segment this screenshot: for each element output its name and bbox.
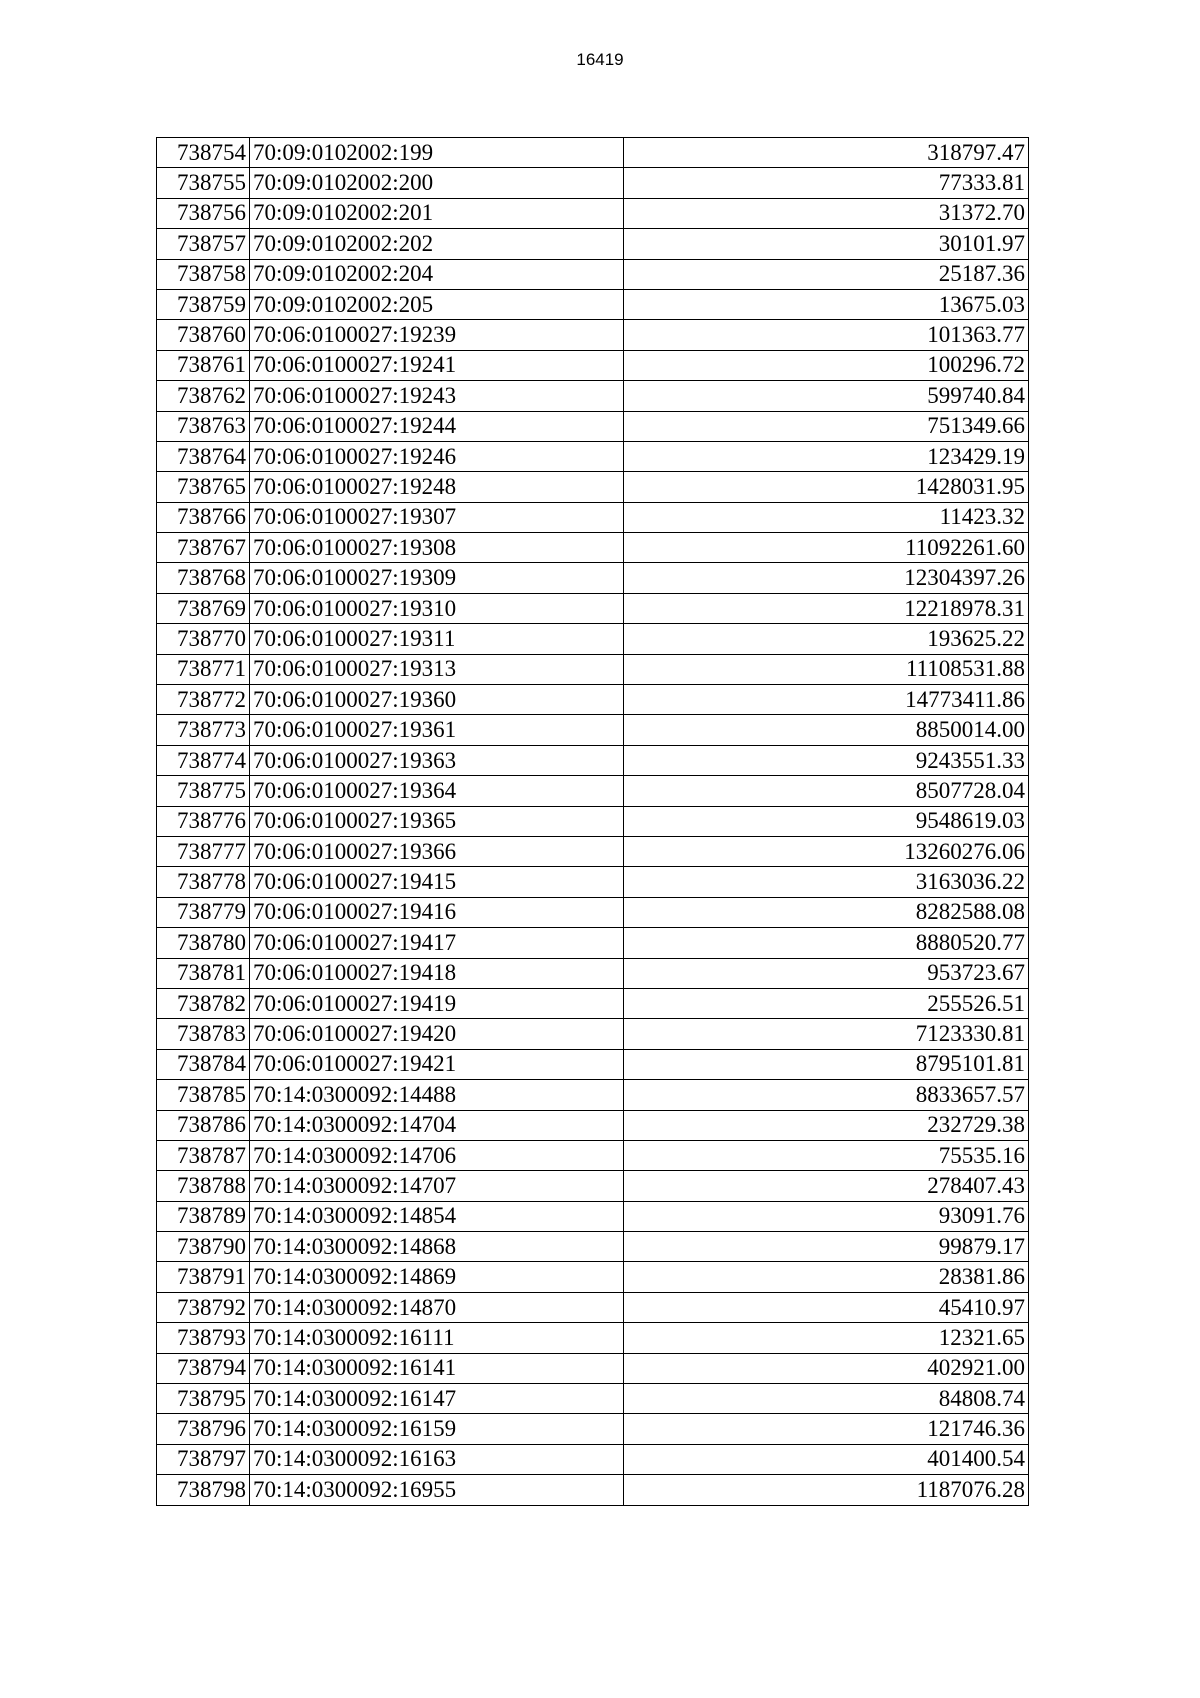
row-number-cell: 738789 <box>157 1201 250 1231</box>
value-cell: 13675.03 <box>624 289 1029 319</box>
cadastral-number-cell: 70:06:0100027:19363 <box>250 745 624 775</box>
value-cell: 3163036.22 <box>624 867 1029 897</box>
row-number-cell: 738762 <box>157 381 250 411</box>
row-number-cell: 738768 <box>157 563 250 593</box>
cadastral-number-cell: 70:14:0300092:14870 <box>250 1292 624 1322</box>
value-cell: 25187.36 <box>624 259 1029 289</box>
value-cell: 1187076.28 <box>624 1475 1029 1505</box>
table-row <box>157 958 1029 988</box>
cadastral-number-cell: 70:09:0102002:201 <box>250 198 624 228</box>
cadastral-number-cell: 70:06:0100027:19416 <box>250 897 624 927</box>
table-row <box>157 776 1029 806</box>
table-row <box>157 1475 1029 1505</box>
value-cell: 13260276.06 <box>624 836 1029 866</box>
row-number-cell: 738770 <box>157 624 250 654</box>
table-row <box>157 1262 1029 1292</box>
row-number-cell: 738797 <box>157 1444 250 1474</box>
cadastral-number-cell: 70:06:0100027:19365 <box>250 806 624 836</box>
table-row <box>157 381 1029 411</box>
table-row <box>157 411 1029 441</box>
table-row <box>157 259 1029 289</box>
row-number-cell: 738790 <box>157 1232 250 1262</box>
row-number-cell: 738784 <box>157 1049 250 1079</box>
row-number-cell: 738791 <box>157 1262 250 1292</box>
cadastral-number-cell: 70:14:0300092:14704 <box>250 1110 624 1140</box>
cadastral-number-cell: 70:06:0100027:19417 <box>250 928 624 958</box>
cadastral-number-cell: 70:14:0300092:16955 <box>250 1475 624 1505</box>
value-cell: 9548619.03 <box>624 806 1029 836</box>
cadastral-number-cell: 70:14:0300092:14706 <box>250 1140 624 1170</box>
value-cell: 30101.97 <box>624 229 1029 259</box>
cadastral-number-cell: 70:09:0102002:205 <box>250 289 624 319</box>
cadastral-number-cell: 70:14:0300092:16147 <box>250 1384 624 1414</box>
row-number-cell: 738757 <box>157 229 250 259</box>
table-row <box>157 1444 1029 1474</box>
cadastral-number-cell: 70:14:0300092:16159 <box>250 1414 624 1444</box>
data-table <box>156 137 1029 1506</box>
cadastral-number-cell: 70:14:0300092:16111 <box>250 1323 624 1353</box>
cadastral-number-cell: 70:14:0300092:14854 <box>250 1201 624 1231</box>
cadastral-number-cell: 70:14:0300092:16163 <box>250 1444 624 1474</box>
table-row <box>157 533 1029 563</box>
cadastral-number-cell: 70:06:0100027:19364 <box>250 776 624 806</box>
row-number-cell: 738759 <box>157 289 250 319</box>
row-number-cell: 738793 <box>157 1323 250 1353</box>
value-cell: 84808.74 <box>624 1384 1029 1414</box>
table-row <box>157 624 1029 654</box>
table-row <box>157 593 1029 623</box>
table-body <box>157 138 1029 1506</box>
row-number-cell: 738760 <box>157 320 250 350</box>
value-cell: 100296.72 <box>624 350 1029 380</box>
value-cell: 14773411.86 <box>624 685 1029 715</box>
value-cell: 8507728.04 <box>624 776 1029 806</box>
value-cell: 8850014.00 <box>624 715 1029 745</box>
row-number-cell: 738767 <box>157 533 250 563</box>
value-cell: 8282588.08 <box>624 897 1029 927</box>
row-number-cell: 738782 <box>157 988 250 1018</box>
value-cell: 7123330.81 <box>624 1019 1029 1049</box>
row-number-cell: 738795 <box>157 1384 250 1414</box>
row-number-cell: 738781 <box>157 958 250 988</box>
cadastral-number-cell: 70:06:0100027:19415 <box>250 867 624 897</box>
cadastral-number-cell: 70:09:0102002:200 <box>250 168 624 198</box>
value-cell: 953723.67 <box>624 958 1029 988</box>
row-number-cell: 738787 <box>157 1140 250 1170</box>
value-cell: 28381.86 <box>624 1262 1029 1292</box>
table-row <box>157 806 1029 836</box>
value-cell: 45410.97 <box>624 1292 1029 1322</box>
row-number-cell: 738783 <box>157 1019 250 1049</box>
value-cell: 8795101.81 <box>624 1049 1029 1079</box>
table-row <box>157 441 1029 471</box>
table-row <box>157 1019 1029 1049</box>
table-row <box>157 502 1029 532</box>
table-row <box>157 897 1029 927</box>
value-cell: 232729.38 <box>624 1110 1029 1140</box>
value-cell: 11092261.60 <box>624 533 1029 563</box>
cadastral-number-cell: 70:14:0300092:16141 <box>250 1353 624 1383</box>
row-number-cell: 738778 <box>157 867 250 897</box>
cadastral-number-cell: 70:06:0100027:19418 <box>250 958 624 988</box>
row-number-cell: 738788 <box>157 1171 250 1201</box>
table-row <box>157 1384 1029 1414</box>
row-number-cell: 738796 <box>157 1414 250 1444</box>
table-row <box>157 1171 1029 1201</box>
value-cell: 9243551.33 <box>624 745 1029 775</box>
table-row <box>157 168 1029 198</box>
row-number-cell: 738798 <box>157 1475 250 1505</box>
cadastral-number-cell: 70:06:0100027:19243 <box>250 381 624 411</box>
value-cell: 8880520.77 <box>624 928 1029 958</box>
row-number-cell: 738763 <box>157 411 250 441</box>
table-row <box>157 988 1029 1018</box>
table-row <box>157 320 1029 350</box>
cadastral-number-cell: 70:06:0100027:19244 <box>250 411 624 441</box>
row-number-cell: 738754 <box>157 138 250 168</box>
table-row <box>157 563 1029 593</box>
row-number-cell: 738775 <box>157 776 250 806</box>
cadastral-number-cell: 70:14:0300092:14868 <box>250 1232 624 1262</box>
table-row <box>157 1201 1029 1231</box>
row-number-cell: 738774 <box>157 745 250 775</box>
value-cell: 12218978.31 <box>624 593 1029 623</box>
table-row <box>157 472 1029 502</box>
row-number-cell: 738755 <box>157 168 250 198</box>
row-number-cell: 738792 <box>157 1292 250 1322</box>
table-row <box>157 1292 1029 1322</box>
row-number-cell: 738761 <box>157 350 250 380</box>
value-cell: 1428031.95 <box>624 472 1029 502</box>
row-number-cell: 738773 <box>157 715 250 745</box>
cadastral-number-cell: 70:14:0300092:14869 <box>250 1262 624 1292</box>
table-row <box>157 198 1029 228</box>
table-row <box>157 289 1029 319</box>
value-cell: 121746.36 <box>624 1414 1029 1444</box>
table-row <box>157 1110 1029 1140</box>
table-row <box>157 1049 1029 1079</box>
table-row <box>157 1140 1029 1170</box>
value-cell: 99879.17 <box>624 1232 1029 1262</box>
cadastral-number-cell: 70:06:0100027:19309 <box>250 563 624 593</box>
cadastral-number-cell: 70:06:0100027:19419 <box>250 988 624 1018</box>
table-row <box>157 1080 1029 1110</box>
value-cell: 255526.51 <box>624 988 1029 1018</box>
value-cell: 278407.43 <box>624 1171 1029 1201</box>
value-cell: 11423.32 <box>624 502 1029 532</box>
value-cell: 12304397.26 <box>624 563 1029 593</box>
cadastral-number-cell: 70:06:0100027:19311 <box>250 624 624 654</box>
row-number-cell: 738777 <box>157 836 250 866</box>
row-number-cell: 738785 <box>157 1080 250 1110</box>
cadastral-number-cell: 70:09:0102002:202 <box>250 229 624 259</box>
cadastral-number-cell: 70:06:0100027:19239 <box>250 320 624 350</box>
table-row <box>157 229 1029 259</box>
value-cell: 402921.00 <box>624 1353 1029 1383</box>
row-number-cell: 738756 <box>157 198 250 228</box>
cadastral-number-cell: 70:06:0100027:19241 <box>250 350 624 380</box>
cadastral-number-cell: 70:06:0100027:19248 <box>250 472 624 502</box>
row-number-cell: 738794 <box>157 1353 250 1383</box>
value-cell: 599740.84 <box>624 381 1029 411</box>
row-number-cell: 738766 <box>157 502 250 532</box>
cadastral-number-cell: 70:14:0300092:14707 <box>250 1171 624 1201</box>
cadastral-number-cell: 70:06:0100027:19420 <box>250 1019 624 1049</box>
value-cell: 31372.70 <box>624 198 1029 228</box>
value-cell: 123429.19 <box>624 441 1029 471</box>
row-number-cell: 738771 <box>157 654 250 684</box>
row-number-cell: 738764 <box>157 441 250 471</box>
table-row <box>157 715 1029 745</box>
table-row <box>157 745 1029 775</box>
page-number: 16419 <box>576 50 624 69</box>
value-cell: 77333.81 <box>624 168 1029 198</box>
table-row <box>157 1232 1029 1262</box>
row-number-cell: 738772 <box>157 685 250 715</box>
value-cell: 318797.47 <box>624 138 1029 168</box>
row-number-cell: 738758 <box>157 259 250 289</box>
cadastral-number-cell: 70:06:0100027:19360 <box>250 685 624 715</box>
table-row <box>157 867 1029 897</box>
row-number-cell: 738786 <box>157 1110 250 1140</box>
row-number-cell: 738779 <box>157 897 250 927</box>
table-row <box>157 1323 1029 1353</box>
table-row <box>157 928 1029 958</box>
row-number-cell: 738776 <box>157 806 250 836</box>
value-cell: 401400.54 <box>624 1444 1029 1474</box>
value-cell: 8833657.57 <box>624 1080 1029 1110</box>
table-row <box>157 836 1029 866</box>
table-row <box>157 350 1029 380</box>
table-row <box>157 685 1029 715</box>
row-number-cell: 738765 <box>157 472 250 502</box>
cadastral-number-cell: 70:06:0100027:19310 <box>250 593 624 623</box>
value-cell: 12321.65 <box>624 1323 1029 1353</box>
cadastral-number-cell: 70:06:0100027:19246 <box>250 441 624 471</box>
table-row <box>157 654 1029 684</box>
value-cell: 193625.22 <box>624 624 1029 654</box>
cadastral-number-cell: 70:06:0100027:19307 <box>250 502 624 532</box>
table-row <box>157 138 1029 168</box>
cadastral-number-cell: 70:06:0100027:19361 <box>250 715 624 745</box>
value-cell: 11108531.88 <box>624 654 1029 684</box>
cadastral-number-cell: 70:06:0100027:19308 <box>250 533 624 563</box>
cadastral-number-cell: 70:09:0102002:204 <box>250 259 624 289</box>
cadastral-number-cell: 70:06:0100027:19421 <box>250 1049 624 1079</box>
row-number-cell: 738769 <box>157 593 250 623</box>
cadastral-number-cell: 70:09:0102002:199 <box>250 138 624 168</box>
table-row <box>157 1414 1029 1444</box>
value-cell: 751349.66 <box>624 411 1029 441</box>
cadastral-number-cell: 70:06:0100027:19313 <box>250 654 624 684</box>
value-cell: 101363.77 <box>624 320 1029 350</box>
value-cell: 93091.76 <box>624 1201 1029 1231</box>
table-row <box>157 1353 1029 1383</box>
value-cell: 75535.16 <box>624 1140 1029 1170</box>
cadastral-number-cell: 70:06:0100027:19366 <box>250 836 624 866</box>
cadastral-number-cell: 70:14:0300092:14488 <box>250 1080 624 1110</box>
row-number-cell: 738780 <box>157 928 250 958</box>
